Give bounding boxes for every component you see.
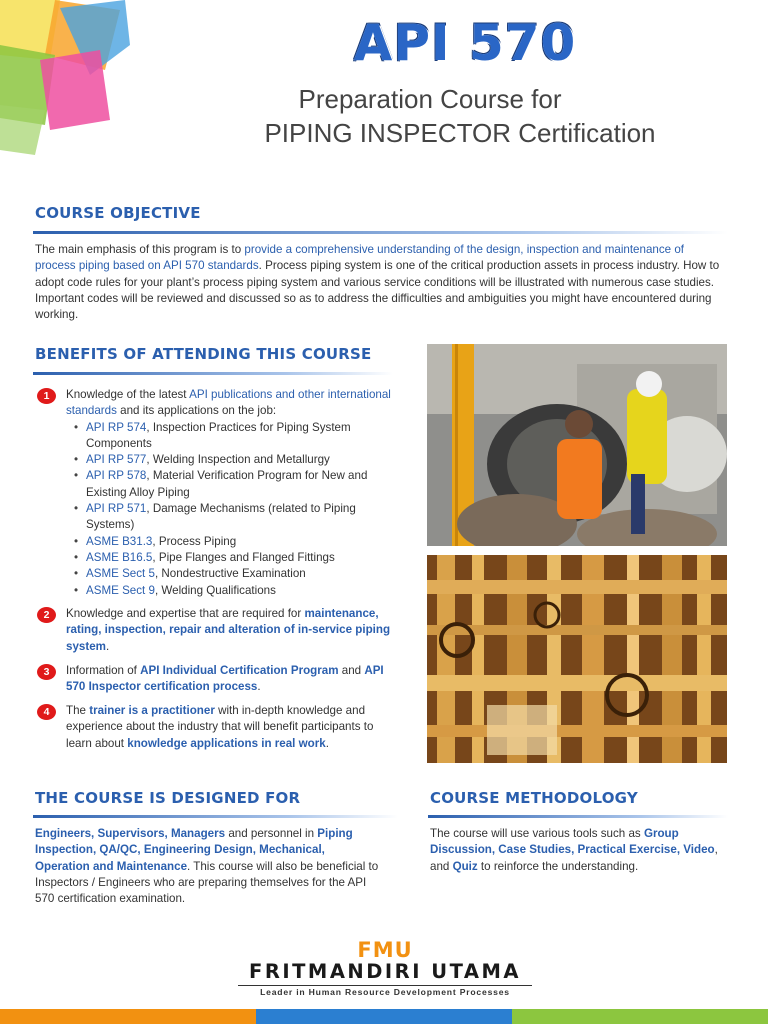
benefit-highlight: API 570 Inspector certification process: [66, 664, 384, 694]
designed-for-heading: THE COURSE IS DESIGNED FOR: [35, 789, 301, 807]
footer-color-bar: [0, 1009, 768, 1024]
benefit-text: The: [66, 704, 90, 717]
benefit-highlight: API Individual Certification Program: [140, 664, 339, 677]
benefit-highlight: API publications and other international standards: [66, 388, 391, 418]
fmu-logo-text: FMU: [357, 938, 413, 962]
methodology-text: [430, 826, 728, 875]
standards-list: [86, 420, 396, 599]
benefit-text: .: [257, 680, 261, 694]
designed-for-text-b: . This course will also be beneficial to Inspectors / Engineers who are preparing themselves for the API 570 certification examination.: [35, 859, 379, 906]
subtitle-line-2: PIPING INSPECTOR Certification: [264, 118, 656, 148]
workers-illustration: [427, 344, 727, 546]
benefit-item-1: [43, 387, 396, 599]
list-item: [86, 566, 396, 582]
benefit-text: Knowledge of the latest: [66, 388, 190, 401]
list-item: [86, 501, 396, 534]
bar-orange: [0, 1009, 256, 1024]
designed-for-text-a: and personnel in: [225, 827, 318, 840]
methodology-text-c: to reinforce the understanding.: [477, 859, 639, 873]
fmu-logo: [350, 938, 420, 962]
benefit-item-4: [43, 703, 386, 752]
list-item: [86, 550, 396, 566]
benefit-highlight: trainer is a practitioner: [89, 704, 215, 717]
standard-desc: , Welding Inspection and Metallurgy: [146, 453, 330, 467]
benefit-highlight: knowledge applications in real work: [127, 736, 326, 750]
methodology-heading: COURSE METHODOLOGY: [430, 789, 638, 807]
list-item: [86, 420, 396, 453]
methodology-text-a: The course will use various tools such as: [430, 827, 644, 840]
designed-for-highlight: Piping Inspection, QA/QC, Engineering Design, Mechanical, Operation and Maintenance: [35, 827, 353, 873]
standard-desc: , Welding Qualifications: [154, 583, 276, 597]
list-item: [86, 468, 396, 501]
standard-code: ASME B16.5: [86, 550, 153, 564]
benefit-text: .: [105, 639, 110, 653]
benefit-highlight: maintenance, rating, inspection, repair and alteration of in-service piping system: [66, 607, 391, 653]
methodology-text-b: , and: [430, 843, 718, 873]
bar-green: [512, 1009, 768, 1024]
benefits-heading: BENEFITS OF ATTENDING THIS COURSE: [35, 345, 372, 363]
methodology-underline: [428, 815, 728, 818]
benefit-text: .: [325, 736, 329, 750]
objective-text: [35, 242, 725, 323]
standard-code: ASME Sect 9: [86, 583, 155, 597]
standard-desc: , Process Piping: [152, 534, 237, 548]
benefit-text: and: [338, 664, 365, 677]
methodology-highlight: Quiz: [452, 859, 478, 873]
piping-illustration: [427, 555, 727, 763]
standard-desc: , Inspection Practices for Piping System Components: [86, 420, 351, 450]
benefit-item-2: [43, 606, 391, 655]
designed-for-highlight: Engineers, Supervisors, Managers: [35, 827, 226, 840]
benefit-text: with in-depth knowledge and experience about the industry that will benefit participants to learn about: [66, 704, 374, 750]
designed-for-underline: [33, 815, 398, 818]
objective-highlight: provide a comprehensive understanding of the design, inspection and maintenance of process piping based on API 570 standards: [35, 243, 684, 273]
standard-code: API RP 571: [86, 502, 147, 516]
benefit-text: and its applications on the job:: [116, 404, 277, 418]
page-title: API 570: [353, 14, 577, 72]
workers-photo: [427, 344, 727, 546]
piping-plant-photo: [427, 555, 727, 763]
standard-desc: , Damage Mechanisms (related to Piping Systems): [86, 502, 356, 532]
number-badge: 4: [37, 704, 56, 720]
standard-code: API RP 574: [86, 420, 147, 434]
number-badge: 1: [37, 388, 56, 404]
objective-heading: COURSE OBJECTIVE: [35, 204, 201, 222]
list-item: [86, 534, 396, 550]
footer-divider: [238, 985, 532, 986]
standard-desc: , Pipe Flanges and Flanged Fittings: [152, 550, 335, 564]
methodology-highlight: Group Discussion, Case Studies, Practical Exercise, Video: [430, 827, 715, 857]
company-name: FRITMANDIRI UTAMA: [249, 960, 521, 983]
number-badge: 2: [37, 607, 56, 623]
benefit-text: Information of: [66, 664, 141, 677]
objective-text-b: . Process piping system is one of the critical production assets in process industry. How to adopt code rules for your plant’s process piping system and various service conditions will be illustrated with numerous case studies. Important codes will be reviewed and discussed so as to address the difficulties and ambiguities you might have encountered during working.: [35, 259, 720, 322]
objective-text-a: The main emphasis of this program is to: [35, 243, 245, 256]
standard-code: ASME Sect 5: [86, 567, 155, 581]
standard-code: API RP 577: [86, 453, 147, 467]
standard-code: ASME B31.3: [86, 534, 153, 548]
number-badge: 3: [37, 664, 56, 680]
benefits-underline: [33, 372, 393, 375]
standard-desc: , Nondestructive Examination: [154, 567, 306, 581]
list-item: [86, 583, 396, 599]
standard-code: API RP 578: [86, 469, 147, 483]
subtitle-line-1: Preparation Course for: [298, 84, 562, 114]
bar-blue: [256, 1009, 512, 1024]
benefit-item-3: [43, 663, 391, 696]
standard-desc: , Material Verification Program for New and Existing Alloy Piping: [86, 469, 368, 499]
decorative-shapes: [0, 0, 170, 170]
list-item: [86, 452, 396, 468]
benefit-text: Knowledge and expertise that are required for: [66, 607, 305, 620]
designed-for-text: [35, 826, 380, 907]
objective-underline: [33, 231, 728, 234]
company-tagline: Leader in Human Resource Development Processes: [260, 987, 510, 997]
